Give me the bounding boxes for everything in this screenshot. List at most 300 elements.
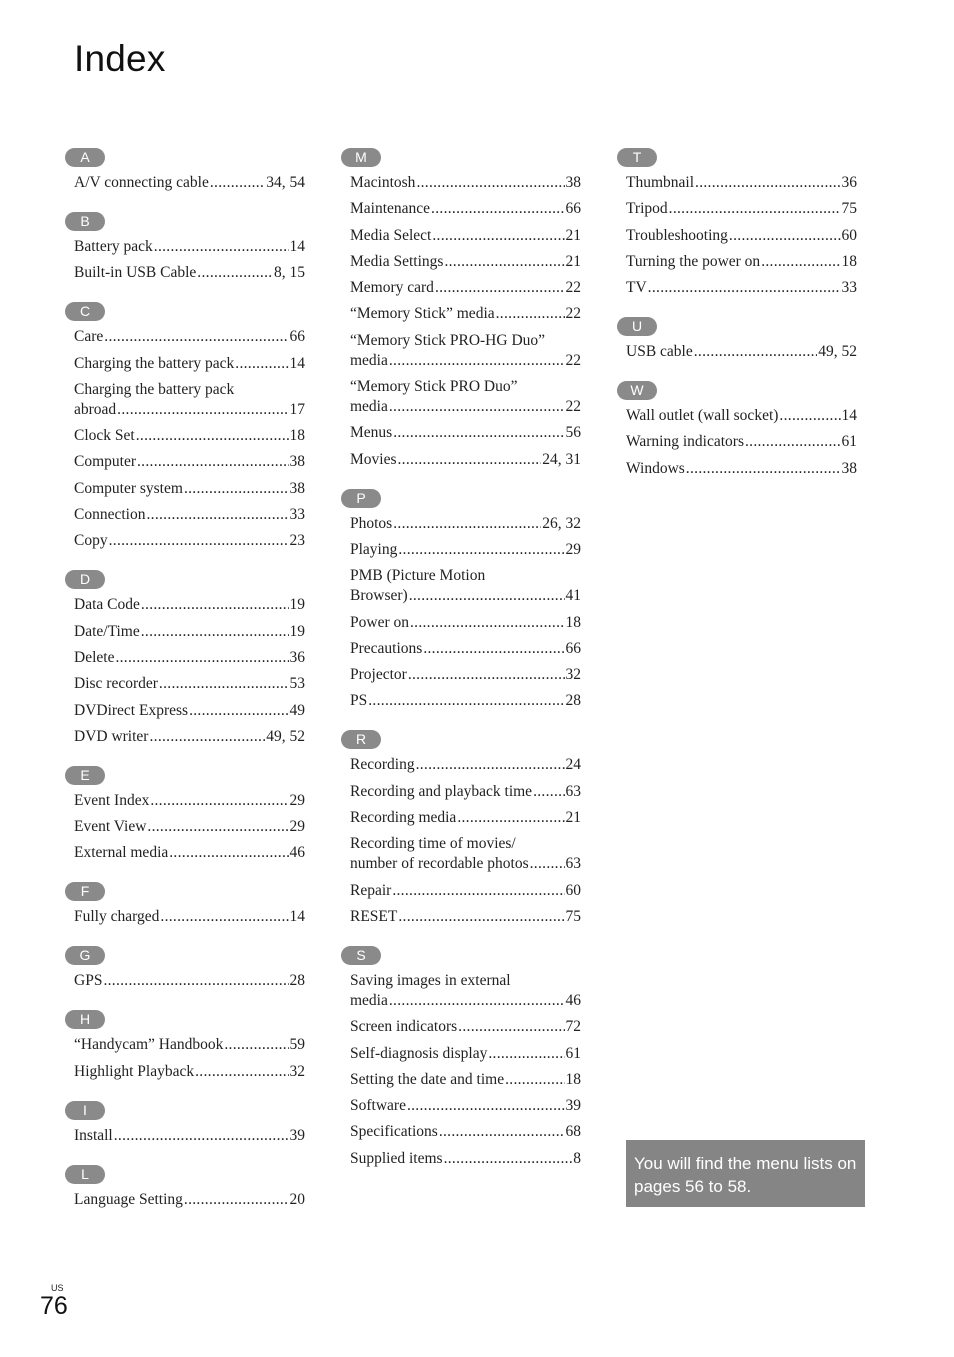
dot-leader [432, 226, 564, 246]
index-section-m [341, 148, 581, 470]
dot-leader [648, 278, 841, 298]
entry-page-ref: 32 [289, 1062, 305, 1080]
entry-line [626, 173, 857, 193]
dot-leader [457, 808, 564, 828]
entry-line [350, 1017, 581, 1037]
entry-term: Specifications [350, 1123, 438, 1141]
entry-term: Supplied items [350, 1149, 443, 1167]
entry-page-ref: 22 [565, 398, 581, 416]
entry-page-ref: 14 [841, 407, 857, 425]
entry-page-ref: 33 [841, 279, 857, 297]
entry-page-ref: 17 [289, 400, 305, 418]
dot-leader [235, 354, 288, 374]
letter-badge: T [617, 148, 657, 167]
page-footer [40, 1283, 68, 1320]
index-section-w [617, 381, 857, 479]
entry-page-ref: 29 [289, 818, 305, 836]
dot-leader [729, 226, 841, 246]
entry-page-ref: 66 [289, 328, 305, 346]
index-entry [350, 808, 581, 828]
dot-leader [444, 1149, 573, 1169]
entry-line [74, 595, 305, 615]
entry-page-ref: 24, 31 [542, 450, 581, 468]
index-entry [350, 252, 581, 272]
index-entry [74, 843, 305, 863]
index-entry [74, 452, 305, 472]
entry-line [74, 622, 305, 642]
letter-badge: F [65, 882, 105, 901]
dot-leader [146, 505, 288, 525]
entry-list [65, 907, 305, 927]
dot-leader [409, 586, 565, 606]
region-code: US [51, 1283, 64, 1293]
entry-term: Event View [74, 818, 147, 836]
entry-line [350, 397, 581, 417]
index-entry [626, 199, 857, 219]
index-entry [74, 380, 305, 420]
entry-line [350, 226, 581, 246]
entry-term: Built-in USB Cable [74, 264, 197, 282]
page-title: Index [74, 38, 166, 79]
dot-leader [761, 252, 840, 272]
index-entry [350, 304, 581, 324]
entry-line [74, 701, 305, 721]
entry-term: Movies [350, 450, 397, 468]
index-entry [350, 613, 581, 633]
entry-list [65, 1035, 305, 1081]
entry-term: “Memory Stick” media [350, 305, 495, 323]
letter-badge: S [341, 946, 381, 965]
entry-page-ref: 39 [565, 1097, 581, 1115]
dot-leader [137, 452, 289, 472]
entry-term-continued: number of recordable photos [350, 855, 529, 873]
entry-page-ref: 49, 52 [266, 727, 305, 745]
entry-term: PMB (Picture Motion [350, 567, 486, 585]
index-entry [74, 426, 305, 446]
entry-page-ref: 61 [841, 433, 857, 451]
letter-badge: G [65, 946, 105, 965]
index-entry [74, 354, 305, 374]
entry-term: Warning indicators [626, 433, 744, 451]
entry-term: Self-diagnosis display [350, 1044, 488, 1062]
index-entry [350, 1017, 581, 1037]
letter-badge: U [617, 317, 657, 336]
entry-term: TV [626, 279, 647, 297]
entry-line [74, 263, 305, 283]
entry-line [626, 226, 857, 246]
entry-line [350, 252, 581, 272]
dot-leader [694, 342, 818, 362]
entry-term: Power on [350, 613, 409, 631]
dot-leader [686, 459, 841, 479]
entry-term: Photos [350, 514, 393, 532]
index-entry [74, 595, 305, 615]
dot-leader [115, 648, 288, 668]
index-entry [74, 479, 305, 499]
dot-leader [416, 755, 565, 775]
entry-line [74, 354, 305, 374]
entry-term: Repair [350, 881, 392, 899]
entry-page-ref: 22 [565, 279, 581, 297]
index-section-s [341, 946, 581, 1169]
dot-leader [389, 351, 565, 371]
index-entry [74, 173, 305, 193]
entry-list [617, 173, 857, 298]
entry-line [74, 505, 305, 525]
index-entry [626, 342, 857, 362]
letter-badge: L [65, 1165, 105, 1184]
entry-page-ref: 21 [565, 226, 581, 244]
entry-page-ref: 53 [289, 675, 305, 693]
entry-line [350, 755, 581, 775]
entry-term: USB cable [626, 343, 693, 361]
entry-line [626, 252, 857, 272]
entry-line [350, 613, 581, 633]
entry-page-ref: 38 [565, 174, 581, 191]
index-entry [74, 1035, 305, 1055]
entry-line [350, 199, 581, 219]
entry-line [626, 406, 857, 426]
dot-leader [488, 1044, 564, 1064]
entry-term: RESET [350, 907, 398, 925]
dot-leader [141, 622, 289, 642]
entry-line [350, 514, 581, 534]
entry-line [626, 199, 857, 219]
entry-line [350, 1149, 581, 1169]
entry-page-ref: 60 [841, 226, 857, 244]
entry-line [350, 173, 581, 193]
dot-leader [109, 531, 289, 551]
entry-page-ref: 8 [573, 1149, 581, 1167]
entry-term: Screen indicators [350, 1018, 458, 1036]
entry-term: “Memory Stick PRO Duo” [350, 378, 518, 396]
entry-term: Memory card [350, 279, 434, 297]
entry-term: Saving images in external [350, 971, 511, 989]
entry-page-ref: 49 [289, 701, 305, 719]
index-section-f [65, 882, 305, 927]
entry-page-ref: 14 [289, 238, 305, 255]
entry-term: Event Index [74, 791, 150, 809]
entry-page-ref: 60 [565, 881, 581, 899]
entry-line [350, 854, 581, 874]
entry-list [341, 514, 581, 712]
entry-term: Disc recorder [74, 675, 158, 693]
entry-page-ref: 66 [565, 200, 581, 218]
entry-term: Precautions [350, 639, 423, 657]
index-entry [626, 278, 857, 298]
entry-line [350, 1122, 581, 1142]
entry-line [74, 1190, 305, 1210]
entry-term: Charging the battery pack [74, 354, 235, 372]
entry-page-ref: 75 [565, 907, 581, 925]
index-entry [74, 817, 305, 837]
dot-leader [496, 304, 565, 324]
entry-list [65, 173, 305, 193]
entry-term: Recording [350, 756, 415, 774]
letter-badge: C [65, 302, 105, 321]
entry-page-ref: 18 [289, 427, 305, 445]
index-entry [74, 1190, 305, 1210]
dot-leader [103, 971, 288, 991]
entry-line [350, 540, 581, 560]
dot-leader [169, 843, 288, 863]
entry-page-ref: 22 [565, 305, 581, 323]
entry-line [74, 791, 305, 811]
entry-term: Computer [74, 453, 136, 471]
index-section-i [65, 1101, 305, 1146]
index-entry [626, 459, 857, 479]
entry-page-ref: 29 [565, 540, 581, 558]
index-section-p [341, 489, 581, 712]
entry-page-ref: 41 [565, 587, 581, 605]
dot-leader [104, 327, 288, 347]
index-entry [74, 327, 305, 347]
entry-page-ref: 26, 32 [542, 514, 581, 532]
entry-list [65, 237, 305, 283]
dot-leader [439, 1122, 565, 1142]
index-entry [350, 755, 581, 775]
index-column-1 [65, 148, 305, 1229]
entry-list [65, 595, 305, 746]
dot-leader [184, 1190, 289, 1210]
index-entry [74, 701, 305, 721]
index-section-u [617, 317, 857, 362]
index-entry [626, 173, 857, 193]
entry-term: Fully charged [74, 908, 160, 926]
entry-term: GPS [74, 972, 103, 990]
entry-term: Turning the power on [626, 252, 761, 270]
entry-term: Thumbnail [626, 174, 695, 191]
entry-term: Windows [626, 459, 685, 477]
dot-leader [389, 397, 565, 417]
entry-list [65, 327, 305, 551]
dot-leader [210, 173, 265, 193]
entry-line [350, 351, 581, 371]
letter-badge: E [65, 766, 105, 785]
entry-term: Playing [350, 540, 398, 558]
letter-badge: B [65, 212, 105, 231]
entry-page-ref: 18 [565, 613, 581, 631]
entry-line [350, 991, 581, 1011]
entry-page-ref: 59 [289, 1036, 305, 1054]
entry-line [74, 648, 305, 668]
entry-term: Language Setting [74, 1190, 183, 1208]
entry-page-ref: 23 [289, 532, 305, 550]
index-section-e [65, 766, 305, 864]
index-entry [626, 432, 857, 452]
index-entry [626, 252, 857, 272]
index-entry [350, 540, 581, 560]
index-entry [74, 1062, 305, 1082]
index-entry [350, 226, 581, 246]
entry-line [74, 674, 305, 694]
entry-term: “Handycam” Handbook [74, 1036, 224, 1054]
entry-line [350, 639, 581, 659]
dot-leader [393, 514, 541, 534]
index-entry [74, 263, 305, 283]
index-entry [350, 782, 581, 802]
letter-badge: H [65, 1010, 105, 1029]
entry-page-ref: 19 [289, 622, 305, 640]
index-entry [350, 331, 581, 371]
entry-line [350, 586, 581, 606]
entry-list [341, 971, 581, 1169]
entry-page-ref: 36 [841, 174, 857, 191]
dot-leader [197, 263, 273, 283]
index-entry [350, 278, 581, 298]
entry-page-ref: 29 [289, 791, 305, 809]
index-entry [350, 1149, 581, 1169]
entry-page-ref: 56 [565, 424, 581, 442]
index-section-t [617, 148, 857, 298]
dot-leader [458, 1017, 564, 1037]
entry-line [74, 479, 305, 499]
entry-line [74, 173, 305, 193]
index-entry [626, 406, 857, 426]
index-entry [74, 1126, 305, 1146]
index-entry [350, 834, 581, 874]
entry-list [65, 971, 305, 991]
index-column-3 [617, 148, 857, 498]
entry-line [350, 782, 581, 802]
entry-line [74, 817, 305, 837]
entry-line [74, 327, 305, 347]
entry-term: Computer system [74, 479, 183, 497]
index-entry [350, 1070, 581, 1090]
entry-page-ref: 32 [565, 666, 581, 684]
entry-term-continued: abroad [74, 400, 117, 418]
entry-term: Wall outlet (wall socket) [626, 407, 779, 425]
entry-page-ref: 28 [289, 972, 305, 990]
index-entry [350, 665, 581, 685]
entry-term-continued: Browser) [350, 587, 408, 605]
entry-term-continued: media [350, 351, 388, 369]
dot-leader [745, 432, 841, 452]
letter-badge: P [341, 489, 381, 508]
letter-badge: R [341, 730, 381, 749]
entry-page-ref: 21 [565, 809, 581, 827]
index-section-g [65, 946, 305, 991]
entry-term-continued: media [350, 398, 388, 416]
entry-term: Macintosh [350, 174, 416, 191]
entry-list [65, 1190, 305, 1210]
entry-term: Highlight Playback [74, 1062, 195, 1080]
entry-page-ref: 34, 54 [266, 174, 305, 191]
index-entry [350, 199, 581, 219]
entry-page-ref: 38 [289, 453, 305, 471]
dot-leader [444, 252, 564, 272]
index-section-d [65, 570, 305, 746]
entry-line [74, 400, 305, 420]
entry-page-ref: 33 [289, 506, 305, 524]
entry-page-ref: 66 [565, 639, 581, 657]
entry-list [617, 406, 857, 479]
index-section-b [65, 212, 305, 283]
index-entry [74, 648, 305, 668]
dot-leader [695, 173, 840, 193]
entry-page-ref: 46 [289, 844, 305, 862]
index-entry [350, 639, 581, 659]
index-entry [350, 423, 581, 443]
entry-term: Recording time of movies/ [350, 835, 516, 853]
dot-leader [779, 406, 840, 426]
dot-leader [147, 817, 288, 837]
dot-leader [160, 907, 288, 927]
dot-leader [159, 674, 289, 694]
entry-term: DVDirect Express [74, 701, 189, 719]
dot-leader [141, 595, 289, 615]
entry-term: Recording and playback time [350, 782, 533, 800]
index-column-2 [341, 148, 581, 1188]
dot-leader [184, 479, 289, 499]
entry-term: Menus [350, 424, 393, 442]
entry-page-ref: 18 [565, 1070, 581, 1088]
dot-leader [533, 782, 564, 802]
dot-leader [398, 540, 564, 560]
index-section-r [341, 730, 581, 926]
entry-term: Software [350, 1097, 406, 1115]
entry-page-ref: 24 [565, 756, 581, 774]
entry-line [350, 278, 581, 298]
index-entry [74, 674, 305, 694]
index-entry [350, 1122, 581, 1142]
dot-leader [431, 199, 564, 219]
index-entry [350, 173, 581, 193]
entry-page-ref: 61 [565, 1044, 581, 1062]
entry-term: External media [74, 844, 169, 862]
index-entry [74, 971, 305, 991]
entry-line [350, 881, 581, 901]
dot-leader [398, 450, 542, 470]
index-entry [74, 907, 305, 927]
entry-list [65, 791, 305, 864]
entry-term: Projector [350, 666, 407, 684]
entry-term: Maintenance [350, 200, 431, 218]
entry-page-ref: 18 [841, 252, 857, 270]
entry-page-ref: 28 [565, 692, 581, 710]
index-entry [74, 531, 305, 551]
entry-line [350, 808, 581, 828]
entry-page-ref: 38 [289, 479, 305, 497]
entry-line [74, 727, 305, 747]
entry-line [350, 423, 581, 443]
entry-term: Delete [74, 648, 115, 666]
page-number: 76 [40, 1292, 68, 1320]
entry-term: Data Code [74, 596, 140, 614]
entry-page-ref: 49, 52 [818, 343, 857, 361]
dot-leader [408, 665, 565, 685]
entry-term: Troubleshooting [626, 226, 728, 244]
entry-list [617, 342, 857, 362]
letter-badge: D [65, 570, 105, 589]
entry-page-ref: 63 [565, 782, 581, 800]
entry-term: Clock Set [74, 427, 135, 445]
entry-line [74, 531, 305, 551]
index-entry [74, 791, 305, 811]
entry-term: A/V connecting cable [74, 174, 209, 191]
dot-leader [114, 1126, 289, 1146]
index-entry [350, 514, 581, 534]
entry-page-ref: 21 [565, 252, 581, 270]
entry-list [341, 173, 581, 470]
entry-page-ref: 19 [289, 596, 305, 614]
entry-page-ref: 39 [289, 1126, 305, 1144]
index-section-l [65, 1165, 305, 1210]
entry-term: PS [350, 692, 368, 710]
entry-page-ref: 75 [841, 200, 857, 218]
entry-line [350, 450, 581, 470]
entry-line [74, 907, 305, 927]
